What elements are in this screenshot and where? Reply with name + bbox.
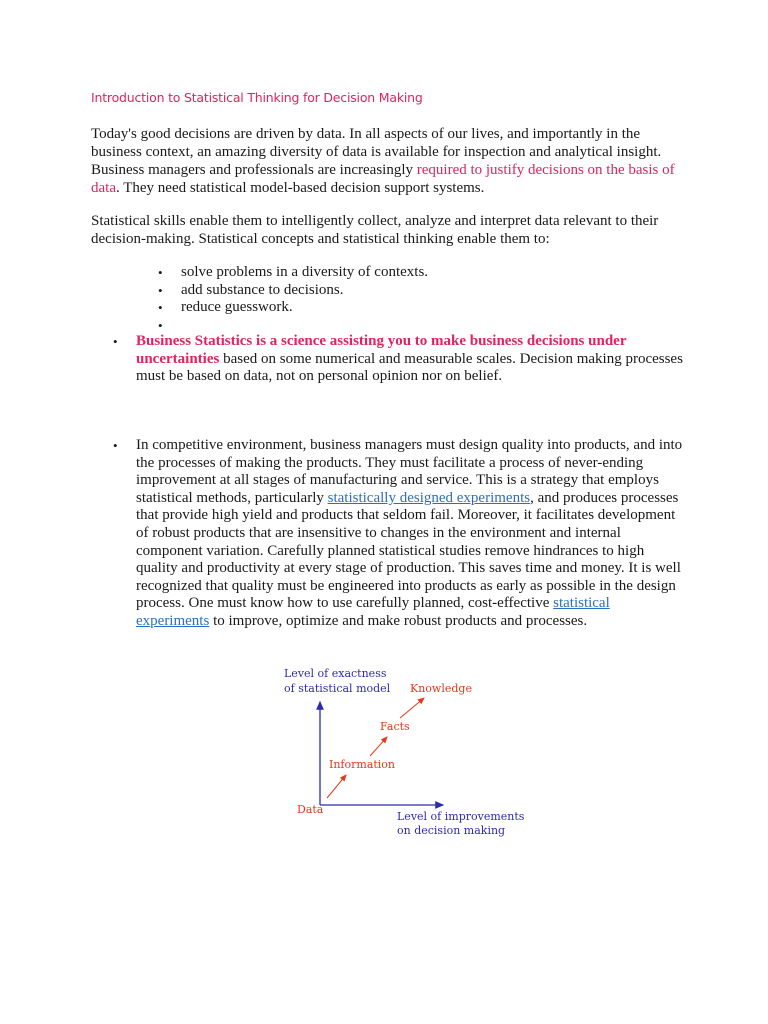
stage-information: Information [329,758,396,771]
page-title: Introduction to Statistical Thinking for Decision Making [91,90,423,105]
business-statistics-definition: Business Statistics is a science assisting you to make business decisions under uncertainties [136,333,627,367]
quality-bullet [113,437,686,631]
x-axis-label-line1: Level of improvements [397,810,525,823]
list-item: • solve problems in a diversity of contexts. [181,264,428,282]
business-statistics-text: based on some numerical and measurable scales. Decision making processes must be based on data, not on personal opinion nor on belief. [136,350,683,385]
bullet-icon: • [113,438,118,453]
list-item [181,317,428,335]
intro-text-2: . They need statistical model-based decision support systems. [115,180,485,196]
arrow-facts-to-knowledge [400,698,424,718]
quality-text-1: In competitive environment, business managers must design quality into products, and into the processes of making the products. They must facilitate a process of never-ending improvement at all stages of manufacturing and service. This is a strategy that employs statistical methods, particularly [136,437,683,506]
quality-text-2: , and produces processes that provide high yield and products that seldom fail. Moreover, it facilitates development of robust products that are insensitive to changes in the environment and internal component variation. Carefully planned statistical studies remove hindrances to high quality and productivity at every stage of production. This saves time and money. It is well recognized that quality must be engineered into products as early as possible in the design process. One must know how to use carefully planned, cost-effective [136,489,681,612]
arrow-information-to-facts [370,737,387,756]
stage-knowledge: Knowledge [410,682,472,695]
bullet-icon: • [113,334,118,349]
stage-data: Data [297,803,324,816]
quality-text-3: to improve, optimize and make robust products and processes. [209,612,588,629]
x-axis-label-line2: on decision making [397,824,506,837]
intro-highlight: required to justify decisions on the basis of data [91,162,675,196]
y-axis-label-line1: Level of exactness [284,667,387,680]
business-statistics-bullet [113,333,686,386]
list-item: • add substance to decisions. [181,282,428,300]
y-axis-label-line2: of statistical model [284,682,391,695]
list-item: • reduce guesswork. [181,299,428,317]
designed-experiments-link[interactable]: statistically designed experiments [327,489,531,506]
statistical-experiments-link[interactable]: statistical experiments [136,595,610,629]
intro-text-1: Today's good decisions are driven by data. In all aspects of our lives, and importantly in the business context, an amazing diversity of data is available for inspection and analytical insight. Business managers and professionals are increasingly [91,126,662,178]
intro-paragraph [91,125,691,197]
skills-list [181,264,428,334]
skills-paragraph: Statistical skills enable them to intelligently collect, analyze and interpret data relevant to their decision-making. Statistical concepts and statistical thinking enable them to: [91,213,659,247]
stage-facts: Facts [380,720,410,733]
arrow-data-to-information [327,775,346,798]
statistical-thinking-diagram [280,660,540,850]
